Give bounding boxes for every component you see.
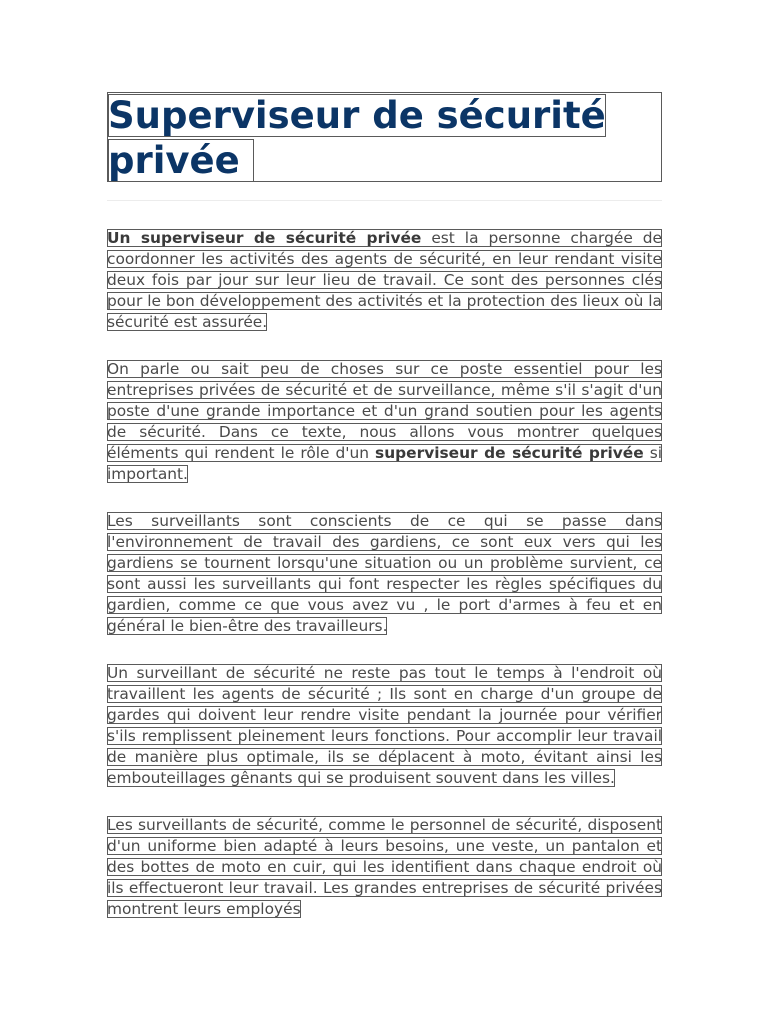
paragraph-3 [107, 511, 662, 637]
paragraph-1-text [107, 229, 662, 331]
page-title [108, 93, 661, 183]
paragraph-1 [107, 228, 662, 333]
page-title-text: Superviseur de sécurité privée [108, 94, 606, 182]
paragraph-5 [107, 815, 662, 920]
paragraph-2-bold: superviseur de sécurité privée [375, 444, 644, 462]
paragraph-2 [107, 359, 662, 485]
title-block [107, 92, 662, 182]
paragraph-5-text: Les surveillants de sécurité, comme le personnel de sécurité, disposent d'un uniforme bien adapté à leurs besoins, une veste, un pantalon et des bottes de moto en cuir, qui les identifient dans chaque endroit où ils effectueront leur travail. Les grandes entreprises de sécurité privées montrent leurs employés [107, 816, 662, 918]
paragraph-2-text [107, 360, 662, 483]
paragraph-2-body-after: si important. [107, 444, 662, 483]
document-page [107, 92, 662, 920]
paragraph-3-text: Les surveillants sont conscients de ce qui se passe dans l'environnement de travail des gardiens, ce sont eux vers qui les gardiens se tournent lorsqu'une situation ou un problème survient, ce sont aussi les surveillants qui font respecter les règles spécifiques du gardien, comme ce que vous avez vu , le port d'armes à feu et en général le bien-être des travailleurs. [107, 512, 662, 635]
paragraph-1-bold-lead: Un superviseur de sécurité privée [107, 229, 422, 247]
title-divider [107, 200, 662, 201]
paragraph-4 [107, 663, 662, 789]
paragraph-4-text: Un surveillant de sécurité ne reste pas tout le temps à l'endroit où travaillent les agents de sécurité ; Ils sont en charge d'un groupe de gardes qui doivent leur rendre visite pendant la journée pour vérifier s'ils remplissent pleinement leurs fonctions. Pour accomplir leur travail de manière plus optimale, ils se déplacent à moto, évitant ainsi les embouteillages gênants qui se produisent souvent dans les villes. [107, 664, 662, 787]
paragraph-1-body: est la personne chargée de coordonner les activités des agents de sécurité, en leur rendant visite deux fois par jour sur leur lieu de travail. Ce sont des personnes clés pour le bon développement des activités et la protection des lieux où la sécurité est assurée. [107, 229, 662, 331]
paragraph-2-body-before: On parle ou sait peu de choses sur ce poste essentiel pour les entreprises privées de sécurité et de surveillance, même s'il s'agit d'un poste d'une grande importance et d'un grand soutien pour les agents de sécurité. Dans ce texte, nous allons vous montrer quelques éléments qui rendent le rôle d'un [107, 360, 662, 462]
